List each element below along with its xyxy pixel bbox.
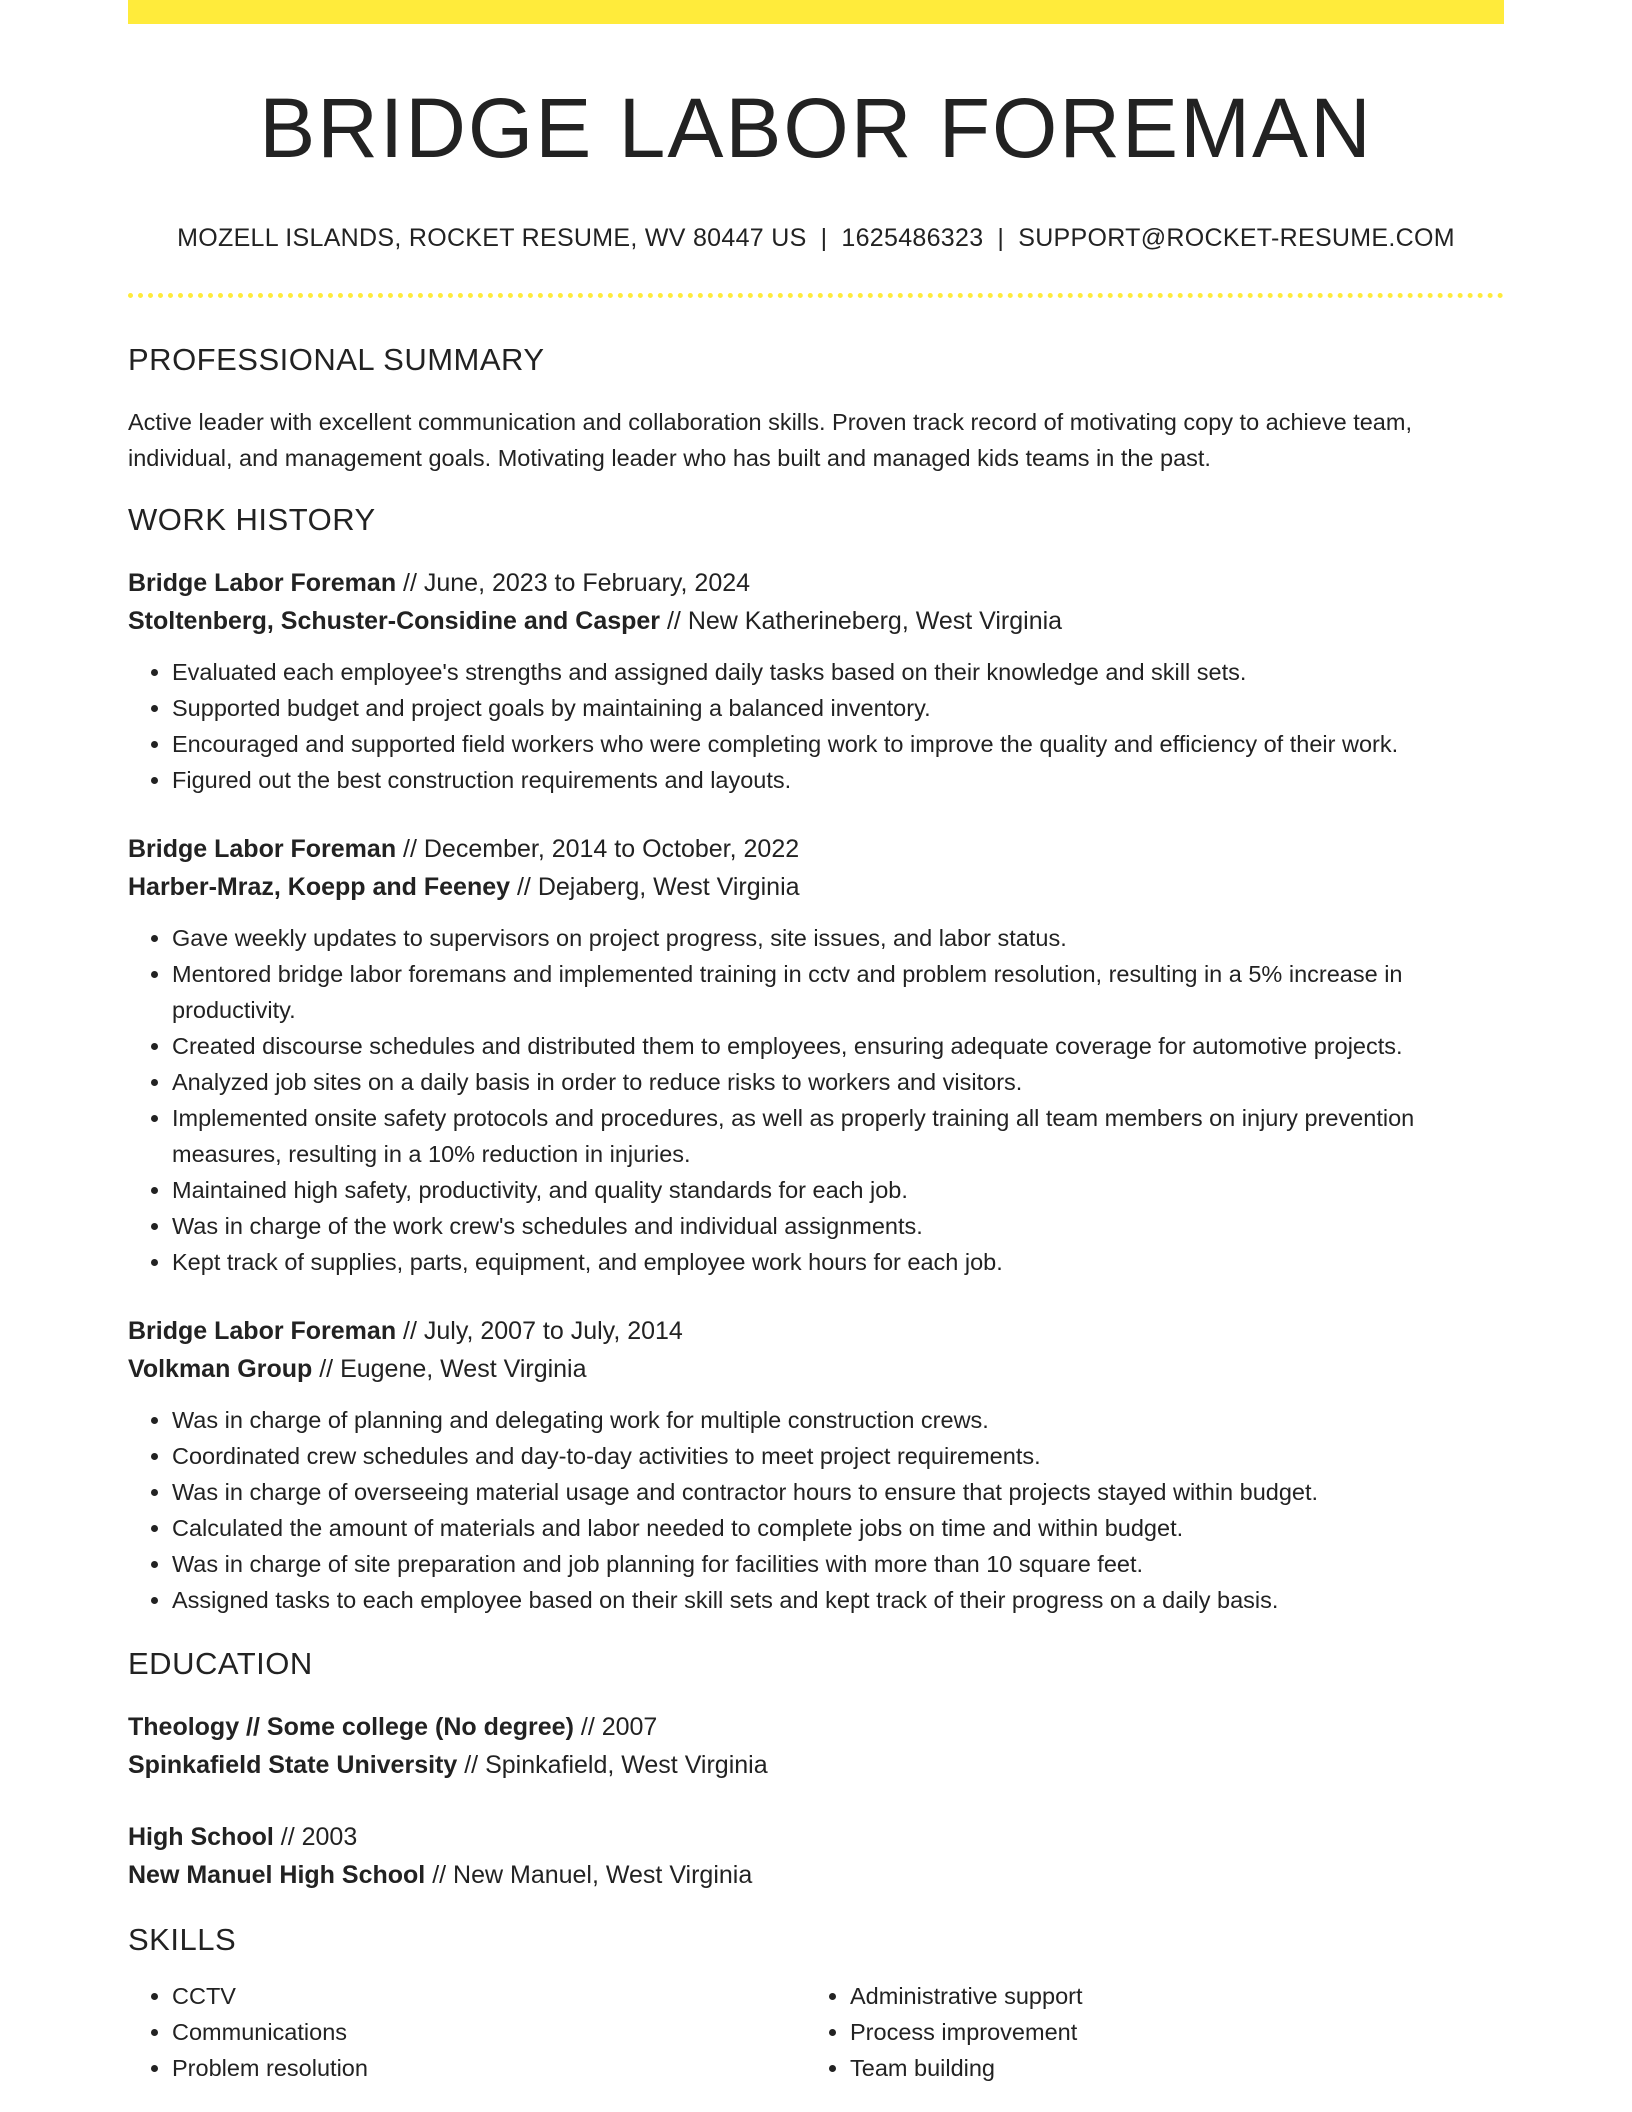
summary-text: Active leader with excellent communication and collaboration skills. Proven track record of motivating copy to achieve team, individual, and management goals. Motivating leader who has built and managed kids teams in the past. [128, 409, 1412, 471]
job-entry [128, 1312, 1504, 1618]
job-role: Bridge Labor Foreman [128, 569, 397, 597]
job-location: // Eugene, West Virginia [312, 1355, 587, 1383]
job-role: Bridge Labor Foreman [128, 835, 397, 863]
job-company: Stoltenberg, Schuster-Considine and Casper [128, 607, 661, 635]
education-degree-line [128, 1708, 1504, 1746]
job-dates: // July, 2007 to July, 2014 [396, 1317, 683, 1345]
skills-grid [128, 1978, 1504, 2086]
list-item: • Process improvement [850, 2014, 1484, 2050]
education-school-line [128, 1856, 1504, 1894]
list-item: • Was in charge of overseeing material usage and contractor hours to ensure that projects stayed within budget. [172, 1474, 1504, 1510]
list-item: • Was in charge of the work crew's schedules and individual assignments. [172, 1208, 1504, 1244]
list-item: • Calculated the amount of materials and labor needed to complete jobs on time and within budget. [172, 1510, 1504, 1546]
summary-title: PROFESSIONAL SUMMARY [128, 342, 545, 377]
skills-list [128, 1978, 806, 2086]
skills-section [128, 1922, 1504, 2086]
list-item: • CCTV [172, 1978, 806, 2014]
work-history-title: WORK HISTORY [128, 502, 376, 537]
list-item: • Assigned tasks to each employee based on their skill sets and kept track of their progress on a daily basis. [172, 1582, 1504, 1618]
education-entry [128, 1708, 1504, 1784]
list-item: • Team building [850, 2050, 1484, 2086]
list-item: • Administrative support [850, 1978, 1484, 2014]
list-item: • Kept track of supplies, parts, equipment, and employee work hours for each job. [172, 1244, 1504, 1280]
list-item: • Problem resolution [172, 2050, 806, 2086]
education-degree-line [128, 1818, 1504, 1856]
job-title-line [128, 564, 1504, 602]
list-item: • Was in charge of planning and delegating work for multiple construction crews. [172, 1402, 1504, 1438]
job-entry [128, 564, 1504, 798]
list-item: • Encouraged and supported field workers who were completing work to improve the quality and efficiency of their work. [172, 726, 1504, 762]
education-degree: Theology // Some college (No degree) [128, 1713, 574, 1741]
dotted-divider [128, 293, 1504, 298]
job-location: // Dejaberg, West Virginia [510, 873, 800, 901]
skills-list [806, 1978, 1484, 2086]
skills-column-right [806, 1978, 1484, 2086]
list-item: • Analyzed job sites on a daily basis in order to reduce risks to workers and visitors. [172, 1064, 1504, 1100]
education-location: // New Manuel, West Virginia [425, 1861, 753, 1889]
education-entry [128, 1818, 1504, 1894]
job-title-line [128, 1312, 1504, 1350]
list-item: • Communications [172, 2014, 806, 2050]
job-title-line [128, 830, 1504, 868]
job-company-line [128, 602, 1504, 640]
education-school: New Manuel High School [128, 1861, 426, 1889]
education-section [128, 1646, 1504, 1894]
job-dates: // June, 2023 to February, 2024 [396, 569, 751, 597]
contact-separator: | [820, 224, 828, 252]
contact-line [128, 224, 1504, 253]
list-item: • Supported budget and project goals by maintaining a balanced inventory. [172, 690, 1504, 726]
education-year: // 2003 [273, 1823, 358, 1851]
job-bullets [128, 654, 1504, 798]
resume-page [128, 0, 1504, 2112]
resume-name: BRIDGE LABOR FOREMAN [259, 81, 1373, 175]
education-school-line [128, 1746, 1504, 1784]
job-entry [128, 830, 1504, 1280]
job-bullets [128, 920, 1504, 1280]
list-item: • Evaluated each employee's strengths and assigned daily tasks based on their knowledge and skill sets. [172, 654, 1504, 690]
accent-bar [128, 0, 1504, 24]
contact-email: SUPPORT@ROCKET-RESUME.COM [1018, 224, 1455, 252]
education-degree: High School [128, 1823, 274, 1851]
skills-title: SKILLS [128, 1922, 237, 1957]
education-title: EDUCATION [128, 1646, 313, 1681]
summary-section [128, 342, 1504, 476]
job-bullets [128, 1402, 1504, 1618]
job-company-line [128, 868, 1504, 906]
contact-separator: | [997, 224, 1005, 252]
job-location: // New Katherineberg, West Virginia [660, 607, 1063, 635]
education-year: // 2007 [573, 1713, 658, 1741]
contact-address: MOZELL ISLANDS, ROCKET RESUME, WV 80447 US [177, 224, 807, 252]
list-item: • Coordinated crew schedules and day-to-day activities to meet project requirements. [172, 1438, 1504, 1474]
work-history-section [128, 502, 1504, 1618]
list-item: • Maintained high safety, productivity, and quality standards for each job. [172, 1172, 1504, 1208]
list-item: • Created discourse schedules and distributed them to employees, ensuring adequate coverage for automotive projects. [172, 1028, 1504, 1064]
job-company: Volkman Group [128, 1355, 313, 1383]
list-item: • Implemented onsite safety protocols and procedures, as well as properly training all team members on injury prevention measures, resulting in a 10% reduction in injuries. [172, 1100, 1504, 1172]
job-dates: // December, 2014 to October, 2022 [396, 835, 800, 863]
skills-column-left [128, 1978, 806, 2086]
job-role: Bridge Labor Foreman [128, 1317, 397, 1345]
job-company: Harber-Mraz, Koepp and Feeney [128, 873, 511, 901]
education-school: Spinkafield State University [128, 1751, 458, 1779]
contact-phone: 1625486323 [841, 224, 984, 252]
job-company-line [128, 1350, 1504, 1388]
education-location: // Spinkafield, West Virginia [457, 1751, 768, 1779]
list-item: • Gave weekly updates to supervisors on project progress, site issues, and labor status. [172, 920, 1504, 956]
list-item: • Mentored bridge labor foremans and implemented training in cctv and problem resolution, resulting in a 5% increase in productivity. [172, 956, 1504, 1028]
list-item: • Figured out the best construction requirements and layouts. [172, 762, 1504, 798]
list-item: • Was in charge of site preparation and job planning for facilities with more than 10 square feet. [172, 1546, 1504, 1582]
